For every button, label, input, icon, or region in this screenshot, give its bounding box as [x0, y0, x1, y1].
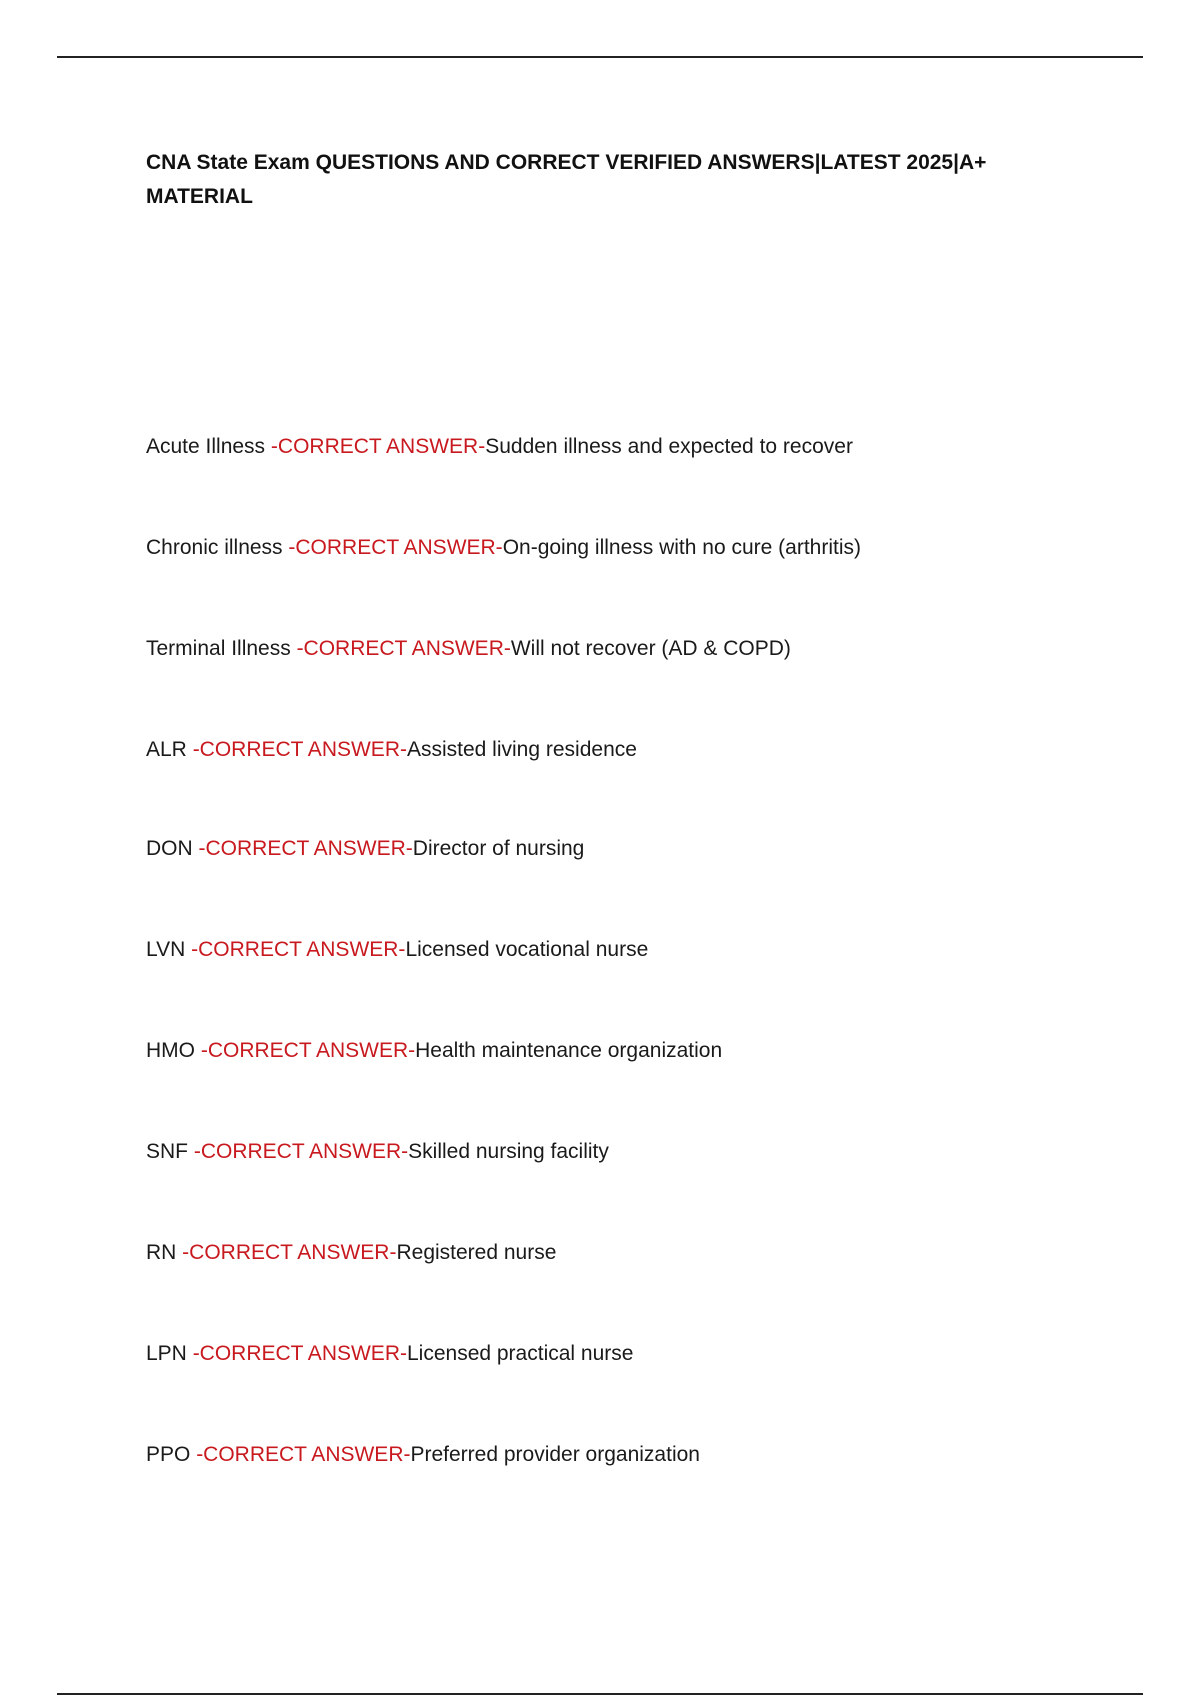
qa-term: Chronic illness — [146, 536, 289, 559]
qa-answer-marker: -CORRECT ANSWER- — [288, 536, 503, 559]
qa-answer-marker: -CORRECT ANSWER- — [193, 1140, 409, 1163]
qa-answer-marker: -CORRECT ANSWER- — [200, 1039, 416, 1062]
qa-answer: Preferred provider organization — [410, 1443, 700, 1466]
bottom-divider — [57, 1693, 1143, 1695]
qa-item — [146, 936, 648, 964]
qa-term: Acute Illness — [146, 435, 271, 458]
qa-item — [146, 635, 791, 663]
qa-item — [146, 433, 853, 461]
qa-item — [146, 1340, 633, 1368]
qa-answer-marker: -CORRECT ANSWER- — [192, 1342, 407, 1365]
qa-answer: On-going illness with no cure (arthritis) — [502, 536, 861, 559]
qa-answer-marker: -CORRECT ANSWER- — [198, 837, 413, 860]
qa-term: RN — [146, 1241, 183, 1264]
top-divider — [57, 56, 1143, 58]
qa-answer-marker: -CORRECT ANSWER- — [270, 435, 486, 458]
qa-item — [146, 835, 584, 863]
qa-answer: Assisted living residence — [406, 738, 637, 761]
qa-term: ALR — [146, 738, 193, 761]
qa-term: DON — [146, 837, 199, 860]
qa-answer-marker: -CORRECT ANSWER- — [192, 738, 407, 761]
qa-answer: Registered nurse — [396, 1241, 557, 1264]
qa-answer-marker: -CORRECT ANSWER- — [191, 938, 406, 961]
qa-answer: Sudden illness and expected to recover — [485, 435, 853, 458]
qa-answer: Licensed vocational nurse — [405, 938, 649, 961]
qa-term: SNF — [146, 1140, 194, 1163]
qa-item — [146, 736, 637, 764]
qa-answer: Will not recover (AD & COPD) — [510, 637, 791, 660]
qa-item — [146, 1441, 700, 1469]
qa-answer: Skilled nursing facility — [408, 1140, 609, 1163]
qa-item — [146, 534, 861, 562]
qa-term: LVN — [146, 938, 192, 961]
qa-term: Terminal Illness — [146, 637, 297, 660]
qa-item — [146, 1037, 722, 1065]
qa-answer-marker: -CORRECT ANSWER- — [182, 1241, 397, 1264]
qa-item — [146, 1138, 609, 1166]
qa-term: HMO — [146, 1039, 201, 1062]
qa-answer: Licensed practical nurse — [406, 1342, 634, 1365]
qa-answer-marker: -CORRECT ANSWER- — [196, 1443, 411, 1466]
qa-answer: Health maintenance organization — [415, 1039, 723, 1062]
qa-term: PPO — [146, 1443, 197, 1466]
document-title: CNA State Exam QUESTIONS AND CORRECT VERIFIED ANSWERS|LATEST 2025|A+ MATERIAL — [146, 151, 987, 208]
qa-item — [146, 1239, 556, 1267]
qa-answer-marker: -CORRECT ANSWER- — [296, 637, 511, 660]
qa-answer: Director of nursing — [412, 837, 585, 860]
qa-term: LPN — [146, 1342, 193, 1365]
